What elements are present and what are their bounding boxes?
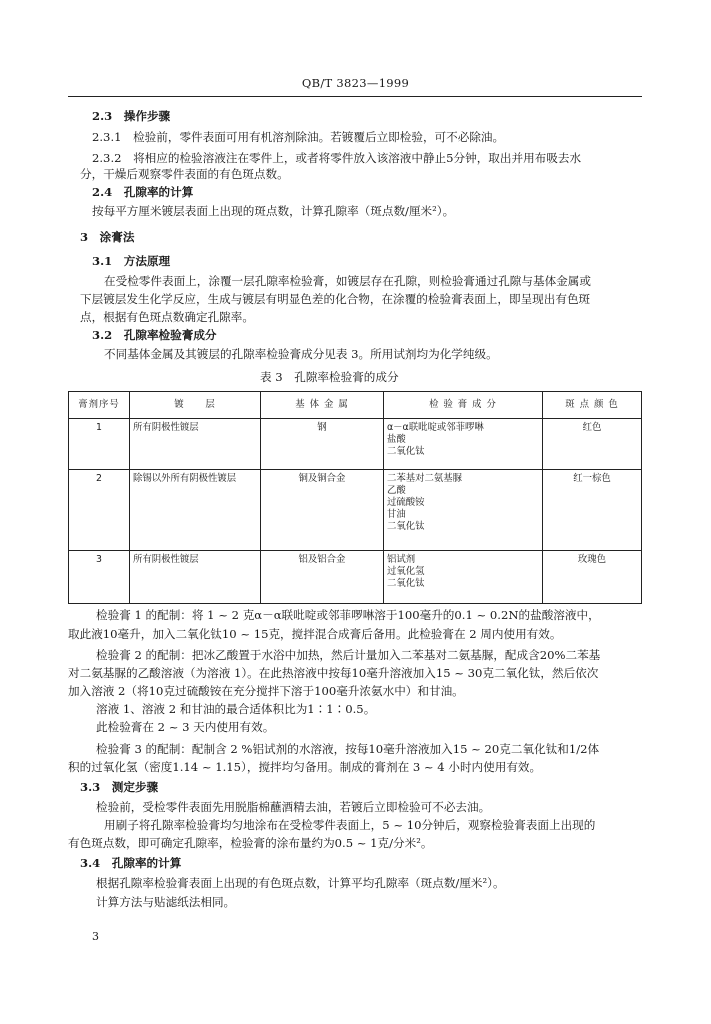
components-cell <box>384 419 543 470</box>
paragraph-line: 此检验膏在 2 ~ 3 天内使用有效。 <box>96 720 275 734</box>
section-heading: 3 涂膏法 <box>80 230 135 244</box>
paragraph-line: 检验膏 1 的配制：将 1 ~ 2 克α－α联吡啶或邻菲啰啉溶于100毫升的0.1 ~ 0.2N的盐酸溶液中， <box>96 608 600 622</box>
table-row <box>69 419 642 470</box>
component: 盐酸 <box>387 434 406 445</box>
components-cell <box>384 551 543 604</box>
paragraph-line: 有色斑点数，即可确定孔隙率，检验膏的涂布量约为0.5 ~ 1克/分米²。 <box>68 836 433 850</box>
component: 过氧化氢 <box>387 566 425 577</box>
paragraph-line: 积的过氧化氢（密度1.14 ~ 1.15），搅拌均匀备用。制成的膏剂在 3 ~ 4 小时内使用有效。 <box>68 760 542 774</box>
components-cell <box>384 470 543 551</box>
header-cell: 基 体 金 属 <box>261 392 384 419</box>
table-row <box>69 551 642 604</box>
paragraph-line: 点，根据有色斑点数确定孔隙率。 <box>80 310 254 324</box>
paragraph-line: 检验前，受检零件表面先用脱脂棉蘸酒精去油，若镀后立即检验可不必去油。 <box>96 800 491 814</box>
paragraph-line: 下层镀层发生化学反应，生成与镀层有明显色差的化合物，在涂覆的检验膏表面上，即呈现出有色斑 <box>80 292 591 306</box>
base-metal-cell: 铝及铝合金 <box>261 551 384 604</box>
row-number: 2 <box>69 470 130 551</box>
section-heading: 3.4 孔隙率的计算 <box>80 856 182 870</box>
row-number: 3 <box>69 551 130 604</box>
table-caption: 表 3 孔隙率检验膏的成分 <box>260 370 399 384</box>
paragraph-line: 溶液 1、溶液 2 和甘油的最合适体积比为1∶1∶0.5。 <box>96 702 376 716</box>
paragraph-line: 2.3.1 检验前，零件表面可用有机溶剂除油。若镀覆后立即检验，可不必除油。 <box>92 130 505 144</box>
component: 甘油 <box>387 509 406 520</box>
section-heading: 2.4 孔隙率的计算 <box>92 185 194 199</box>
paragraph-line: 在受检零件表面上，涂覆一层孔隙率检验膏，如镀层存在孔隙，则检验膏通过孔隙与基体金属或 <box>104 274 591 288</box>
paragraph-line: 取此液10毫升，加入二氧化钛10 ~ 15克，搅拌混合成膏后备用。此检验膏在 2 周内使用有效。 <box>68 627 562 641</box>
component: 二氧化钛 <box>387 521 425 532</box>
component: α－α联吡啶或邻菲啰啉 <box>387 422 484 433</box>
header-cell: 镀 层 <box>130 392 261 419</box>
section-heading: 3.1 方法原理 <box>92 254 171 268</box>
paragraph-line: 对二氨基脲的乙酸溶液（为溶液 1）。在此热溶液中按每10毫升溶液加入15 ~ 30克二氧化钛，然后依次 <box>68 666 599 680</box>
table-header-row <box>69 392 642 419</box>
table-3 <box>68 391 642 604</box>
component: 二氧化钛 <box>387 578 425 589</box>
paragraph-line: 检验膏 3 的配制：配制含 2 %铝试剂的水溶液，按每10毫升溶液加入15 ~ 20克二氧化钛和1/2体 <box>96 742 600 756</box>
component: 乙酸 <box>387 485 406 496</box>
spot-color-cell: 玫瑰色 <box>543 551 642 604</box>
paragraph-line: 分，干燥后观察零件表面的有色斑点数。 <box>80 167 289 181</box>
paragraph-line: 加入溶液 2（将10克过硫酸铵在充分搅拌下溶于100毫升浓氨水中）和甘油。 <box>68 684 464 698</box>
header-rule <box>68 96 642 97</box>
component: 二苯基对二氨基脲 <box>387 473 463 484</box>
table-row <box>69 470 642 551</box>
component: 铝试剂 <box>387 554 416 565</box>
paragraph-line: 计算方法与贴滤纸法相同。 <box>96 895 236 909</box>
row-number: 1 <box>69 419 130 470</box>
base-metal-cell: 铜及铜合金 <box>261 470 384 551</box>
header-cell: 斑 点 颜 色 <box>543 392 642 419</box>
plating-cell: 除锡以外所有阴极性镀层 <box>130 470 261 551</box>
component: 过硫酸铵 <box>387 497 425 508</box>
header-cell: 检 验 膏 成 分 <box>384 392 543 419</box>
paragraph-line: 按每平方厘米镀层表面上出现的斑点数，计算孔隙率（斑点数/厘米²）。 <box>92 204 455 218</box>
paragraph-line: 不同基体金属及其镀层的孔隙率检验膏成分见表 3。所用试剂均为化学纯级。 <box>104 347 498 361</box>
plating-cell: 所有阴极性镀层 <box>130 419 261 470</box>
paragraph-line: 2.3.2 将相应的检验溶液注在零件上，或者将零件放入该溶液中静止5分钟，取出并用布吸去水 <box>92 151 582 165</box>
paragraph-line: 用刷子将孔隙率检验膏均匀地涂布在受检零件表面上，5 ~ 10分钟后，观察检验膏表面上出现的 <box>104 818 596 832</box>
section-heading: 2.3 操作步骤 <box>92 109 171 123</box>
page-header: QB/T 3823—1999 <box>301 76 410 90</box>
header-cell: 膏剂序号 <box>69 392 130 419</box>
page-number: 3 <box>92 930 99 943</box>
component: 二氧化钛 <box>387 446 425 457</box>
spot-color-cell: 红色 <box>543 419 642 470</box>
section-heading: 3.3 测定步骤 <box>80 780 159 794</box>
base-metal-cell: 钢 <box>261 419 384 470</box>
section-heading: 3.2 孔隙率检验膏成分 <box>92 328 217 342</box>
plating-cell: 所有阴极性镀层 <box>130 551 261 604</box>
paragraph-line: 检验膏 2 的配制：把冰乙酸置于水浴中加热，然后计量加入二苯基对二氨基脲，配成含20%二苯基 <box>96 648 601 662</box>
spot-color-cell: 红一棕色 <box>543 470 642 551</box>
paragraph-line: 根据孔隙率检验膏表面上出现的有色斑点数，计算平均孔隙率（斑点数/厘米²）。 <box>96 876 505 890</box>
